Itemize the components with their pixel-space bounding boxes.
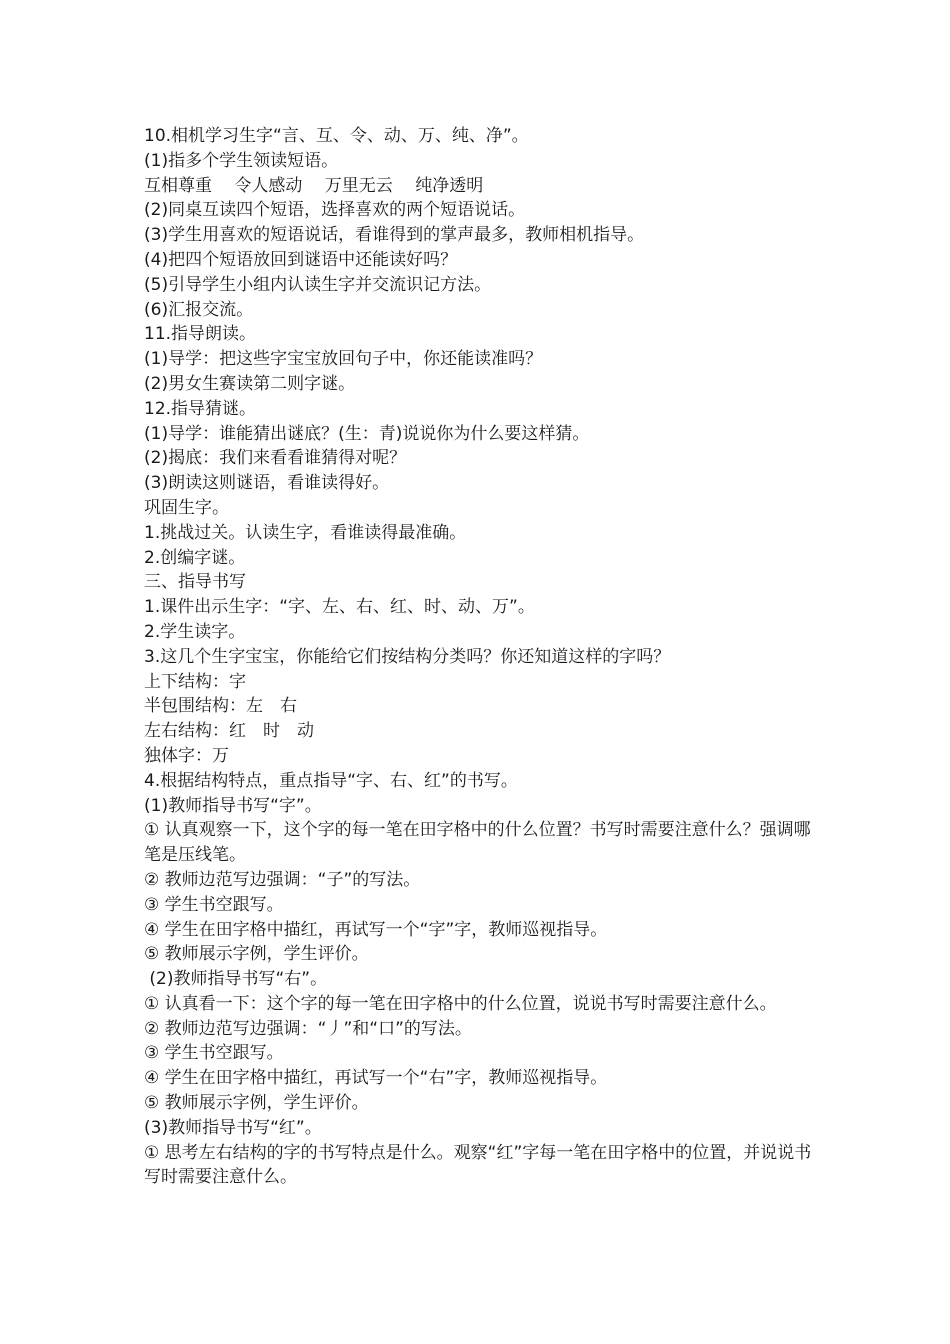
step-11-1: (1)导学：把这些字宝宝放回句子中，你还能读准吗？: [144, 349, 543, 370]
step-12-1: (1)导学：谁能猜出谜底？(生：青)说说你为什么要这样猜。: [144, 423, 590, 444]
step-10-5: (5)引导学生小组内认读生字并交流识记方法。: [144, 274, 492, 295]
write-you-heading: (2)教师指导书写“右”。: [144, 969, 328, 990]
step-12-3: (3)朗读这则谜语，看谁读得好。: [144, 473, 390, 494]
writing-step-1: 1.课件出示生字：“字、左、右、红、时、动、万”。: [144, 597, 535, 618]
step-11-2: (2)男女生赛读第二则字谜。: [144, 373, 356, 394]
step-10-heading: 10.相机学习生字“言、互、令、动、万、纯、净”。: [144, 126, 529, 146]
step-10-3: (3)学生用喜欢的短语说话，看谁得到的掌声最多，教师相机指导。: [144, 225, 645, 246]
write-hong-1: ① 思考左右结构的字的书写特点是什么。观察“红”字每一笔在田字格中的位置，并说说书写时需要注意什么。: [144, 1142, 812, 1188]
writing-step-2: 2.学生读字。: [144, 621, 246, 642]
write-hong-heading: (3)教师指导书写“红”。: [144, 1117, 322, 1138]
section-3-heading: 三、指导书写: [144, 572, 246, 593]
step-10-4: (4)把四个短语放回到谜语中还能读好吗？: [144, 249, 458, 270]
writing-step-3: 3.这几个生字宝宝，你能给它们按结构分类吗？你还知道这样的字吗？: [144, 646, 671, 667]
consolidate-heading: 巩固生字。: [144, 497, 229, 518]
write-you-4: ④ 学生在田字格中描红，再试写一个“右”字，教师巡视指导。: [144, 1068, 608, 1089]
structure-single: 独体字：万: [144, 745, 229, 766]
document-body: [144, 124, 812, 1190]
step-10-6: (6)汇报交流。: [144, 299, 254, 320]
write-you-2: ② 教师边范写边强调：“丿”和“口”的写法。: [144, 1018, 472, 1039]
step-12-heading: 12.指导猜谜。: [144, 398, 257, 419]
write-zi-5: ⑤ 教师展示字例，学生评价。: [144, 944, 369, 965]
write-zi-1: ① 认真观察一下，这个字的每一笔在田字格中的什么位置？书写时需要注意什么？强调哪笔是压线笔。: [144, 820, 811, 866]
write-zi-3: ③ 学生书空跟写。: [144, 894, 284, 915]
structure-left-right: 左右结构：红 时 动: [144, 721, 314, 742]
writing-step-4: 4.根据结构特点，重点指导“字、右、红”的书写。: [144, 770, 518, 791]
write-you-5: ⑤ 教师展示字例，学生评价。: [144, 1093, 369, 1114]
step-10-2: (2)同桌互读四个短语，选择喜欢的两个短语说话。: [144, 200, 526, 221]
step-12-2: (2)揭底：我们来看看谁猜得对呢？: [144, 448, 407, 469]
write-you-1: ① 认真看一下：这个字的每一笔在田字格中的什么位置，说说书写时需要注意什么。: [144, 993, 777, 1014]
write-you-3: ③ 学生书空跟写。: [144, 1043, 284, 1064]
write-zi-4: ④ 学生在田字格中描红，再试写一个“字”字，教师巡视指导。: [144, 919, 608, 940]
structure-top-bottom: 上下结构：字: [144, 671, 246, 692]
consolidate-2: 2.创编字谜。: [144, 547, 246, 568]
phrase-list: 互相尊重 令人感动 万里无云 纯净透明: [144, 175, 484, 196]
write-zi-2: ② 教师边范写边强调：“子”的写法。: [144, 869, 421, 890]
write-zi-heading: (1)教师指导书写“字”。: [144, 795, 322, 816]
structure-half-enclosed: 半包围结构：左 右: [144, 696, 297, 717]
step-10-1: (1)指多个学生领读短语。: [144, 150, 339, 171]
consolidate-1: 1.挑战过关。认读生字，看谁读得最准确。: [144, 522, 467, 543]
step-11-heading: 11.指导朗读。: [144, 324, 257, 345]
